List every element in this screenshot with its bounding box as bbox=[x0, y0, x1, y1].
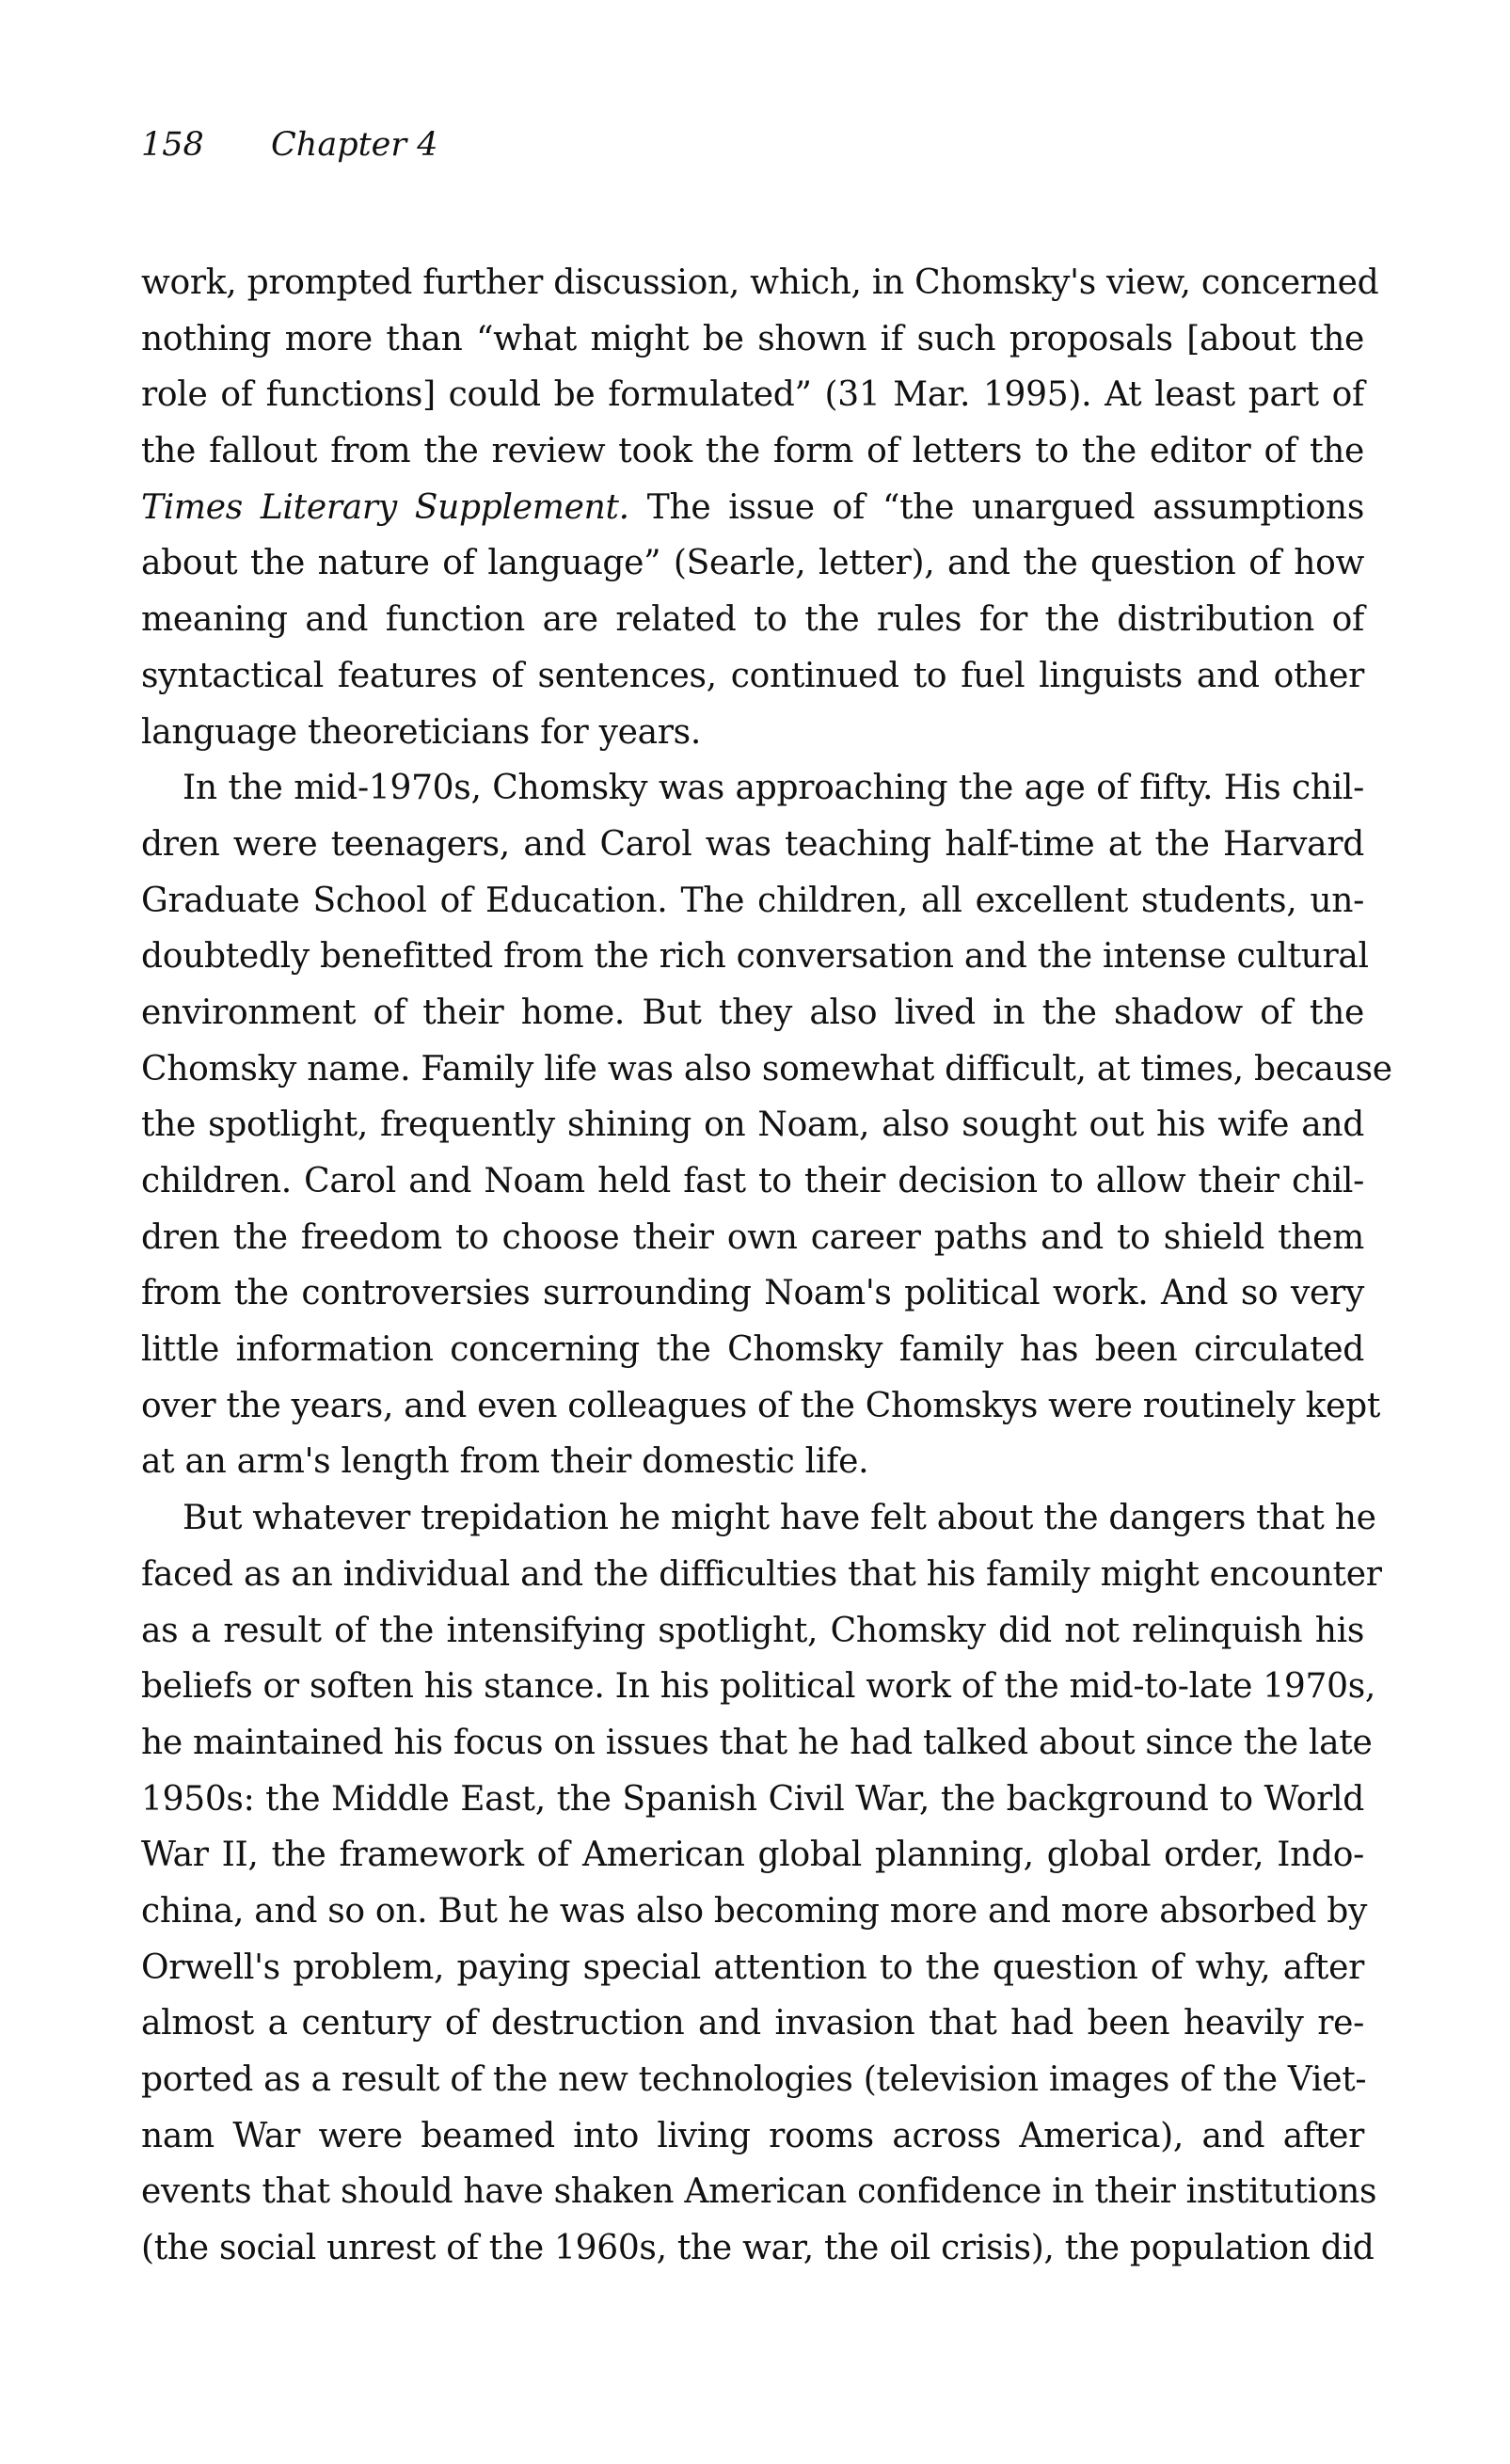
text-line: War II, the framework of American global planning, global order, Indo- bbox=[141, 1836, 1364, 1875]
text-line: nothing more than “what might be shown if such proposals [about the bbox=[141, 319, 1364, 358]
text-line-continuation: The issue of “the unargued assumptions bbox=[646, 487, 1364, 527]
text-line: beliefs or soften his stance. In his political work of the mid-to-late 1970s, bbox=[141, 1667, 1376, 1707]
page-number: 158 bbox=[141, 126, 204, 164]
text-line: doubtedly benefitted from the rich conversation and the intense cultural bbox=[141, 937, 1369, 977]
text-line: little information concerning the Chomsky family has been circulated bbox=[141, 1330, 1364, 1370]
body-text bbox=[141, 255, 1392, 2277]
text-line: china, and so on. But he was also becoming more and more absorbed by bbox=[141, 1891, 1367, 1931]
text-line: (the social unrest of the 1960s, the war, the oil crisis), the population did bbox=[141, 2229, 1375, 2268]
text-line: Chomsky name. Family life was also somewhat difficult, at times, because bbox=[141, 1049, 1392, 1089]
text-line: from the controversies surrounding Noam's political work. And so very bbox=[141, 1274, 1364, 1313]
text-line: language theoreticians for years. bbox=[141, 712, 701, 752]
text-line: the fallout from the review took the form of letters to the editor of the bbox=[141, 432, 1364, 471]
text-line: environment of their home. But they also lived in the shadow of the bbox=[141, 993, 1364, 1032]
text-line: role of functions] could be formulated” (31 Mar. 1995). At least part of bbox=[141, 375, 1364, 415]
text-line: dren the freedom to choose their own career paths and to shield them bbox=[141, 1217, 1364, 1257]
text-line: dren were teenagers, and Carol was teaching half-time at the Harvard bbox=[141, 824, 1364, 864]
text-line: over the years, and even colleagues of the Chomskys were routinely kept bbox=[141, 1386, 1381, 1425]
text-line bbox=[141, 480, 1364, 536]
chapter-title: Chapter 4 bbox=[271, 126, 438, 164]
text-line: ported as a result of the new technologies (television images of the Viet- bbox=[141, 2060, 1367, 2099]
journal-title: Times Literary Supplement. bbox=[141, 487, 629, 527]
text-line: children. Carol and Noam held fast to their decision to allow their chil- bbox=[141, 1162, 1364, 1200]
text-line: at an arm's length from their domestic life. bbox=[141, 1442, 869, 1482]
text-line: meaning and function are related to the rules for the distribution of bbox=[141, 600, 1364, 640]
text-line: as a result of the intensifying spotlight, Chomsky did not relinquish his bbox=[141, 1611, 1364, 1650]
text-line: nam War were beamed into living rooms across America), and after bbox=[141, 2116, 1364, 2155]
text-line: Orwell's problem, paying special attention to the question of why, after bbox=[141, 1947, 1364, 1987]
text-line: he maintained his focus on issues that he had talked about since the late bbox=[141, 1723, 1373, 1762]
text-line: syntactical features of sentences, continued to fuel linguists and other bbox=[141, 656, 1364, 695]
text-line: events that should have shaken American confidence in their institutions bbox=[141, 2172, 1377, 2212]
text-line: Graduate School of Education. The children, all excellent students, un- bbox=[141, 881, 1364, 920]
text-line: But whatever trepidation he might have felt about the dangers that he bbox=[183, 1499, 1376, 1538]
text-line: In the mid-1970s, Chomsky was approaching the age of fifty. His chil- bbox=[183, 769, 1364, 808]
text-line: almost a century of destruction and invasion that had been heavily re- bbox=[141, 2004, 1364, 2043]
text-line: about the nature of language” (Searle, letter), and the question of how bbox=[141, 544, 1364, 583]
text-line: the spotlight, frequently shining on Noam, also sought out his wife and bbox=[141, 1105, 1364, 1145]
running-head bbox=[141, 122, 438, 167]
text-line: faced as an individual and the difficulties that his family might encounter bbox=[141, 1554, 1382, 1594]
text-line: 1950s: the Middle East, the Spanish Civil War, the background to World bbox=[141, 1779, 1364, 1819]
text-line: work, prompted further discussion, which, in Chomsky's view, concerned bbox=[141, 263, 1379, 302]
